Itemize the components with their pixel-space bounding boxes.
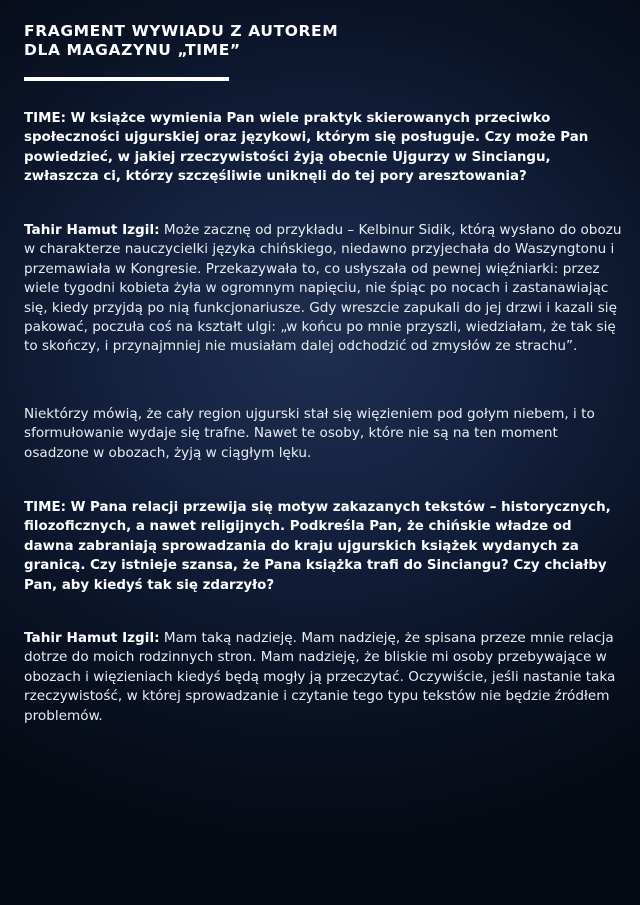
interview-question-2: TIME: W Pana relacji przewija się motyw zakazanych tekstów – historycznych, filozoficznych, a nawet religijnych. Podkreśla Pan, że chińskie władze od dawna zabraniają sprowadzania do kraju ujgurskich książek wydanych za granicą. Czy istnieje szansa, że Pana książka trafi do Sinciangu? Czy chciałby Pan, aby kiedyś tak się zdarzyło? xyxy=(24,500,611,593)
answer-1-speaker: Tahir Hamut Izgil: xyxy=(24,222,160,238)
section-heading xyxy=(24,22,584,60)
heading-line-1: FRAGMENT WYWIADU Z AUTOREM xyxy=(24,22,339,40)
answer-2-text: Mam taką nadzieję. Mam nadzieję, że spisana przeze mnie relacja dotrze do moich rodzinnych stron. Mam nadzieję, że bliskie mi osoby przebywające w obozach i więzieniach kiedyś będą mogły ją przeczytać. Oczywiście, jeśli nastanie taka rzeczywistość, w której sprowadzanie i czytanie tego typu tekstów nie będzie źródłem problemów. xyxy=(24,630,616,724)
interview-answer-1-paragraph-2: Niektórzy mówią, że cały region ujgurski stał się więzieniem pod gołym niebem, i to sformułowanie wydaje się trafne. Nawet te osoby, które nie są na ten moment osadzone w obozach, żyją w ciągłym lęku. xyxy=(24,406,595,461)
heading-underline-divider xyxy=(24,77,229,81)
answer-1-text: Może zacznę od przykładu – Kelbinur Sidik, którą wysłano do obozu w charakterze nauczycielki języka chińskiego, niedawno przyjechała do Waszyngtonu i przemawiała w Kongresie. Przekazywała to, co usłyszała od pewnej więźniarki: przez wiele tygodni kobieta żyła w ogromnym napięciu, nie śpiąc po nocach i zastanawiając się, kiedy przyjdą po nią funkcjonariusze. Gdy wreszcie zapukali do jej drzwi i kazali się pakować, poczuła coś na kształt ulgi: „w końcu po mnie przyszli, wiedziałam, że tak się to skończy, i przynajmniej nie musiałam dalej odchodzić od zmysłów ze strachu”. xyxy=(24,222,622,355)
interview-answer-1 xyxy=(24,221,622,357)
answer-2-speaker: Tahir Hamut Izgil: xyxy=(24,630,160,646)
interview-question-1: TIME: W książce wymienia Pan wiele praktyk skierowanych przeciwko społeczności ujgurskiej oraz językowi, którym się posługuje. Czy może Pan powiedzieć, w jakiej rzeczywistości żyją obecnie Ujgurzy w Sinciangu, zwłaszcza ci, którzy szczęśliwie uniknęli do tej pory aresztowania? xyxy=(24,111,589,185)
heading-line-2: DLA MAGAZYNU „TIME” xyxy=(24,41,241,59)
interview-answer-2 xyxy=(24,629,622,726)
